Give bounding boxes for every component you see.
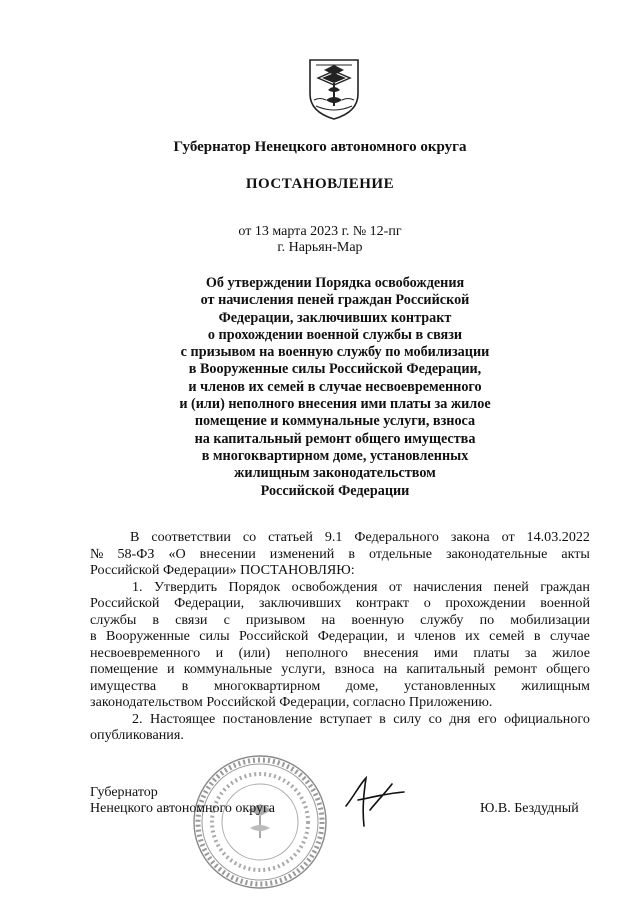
document-title <box>130 275 540 500</box>
word: 1. <box>132 578 143 595</box>
word: заключивших <box>258 595 342 611</box>
word: в <box>379 710 386 727</box>
word: граждан <box>540 578 590 595</box>
word: Федерации, <box>317 628 388 644</box>
word: и <box>397 628 405 644</box>
body-line <box>90 628 590 645</box>
word: от <box>501 529 515 545</box>
word: его <box>477 710 497 727</box>
word: членов <box>414 628 456 644</box>
body-line: Российской Федерации» ПОСТАНОВЛЯЮ: <box>90 562 355 578</box>
body-line: опубликования. <box>90 727 184 743</box>
word: мобилизации <box>510 611 590 628</box>
word: по <box>479 611 495 628</box>
word: начисления <box>413 578 483 595</box>
word: доме, <box>345 677 379 694</box>
word: общего <box>546 661 590 677</box>
word: пеней <box>493 578 529 595</box>
word: платы <box>473 644 510 661</box>
word: жилое <box>552 644 590 661</box>
word: жилищным <box>521 677 590 694</box>
word: в <box>90 628 97 644</box>
body-line <box>90 529 590 546</box>
title-line: в Вооруженные силы Российской Федерации, <box>188 361 482 378</box>
word: Федерального <box>354 529 439 545</box>
word: прохождении <box>445 595 526 611</box>
word: силы <box>199 628 230 644</box>
body-line <box>90 711 590 728</box>
body-line <box>90 678 590 695</box>
word: законодательные <box>445 545 548 562</box>
word: 2. <box>132 710 143 727</box>
word: изменений <box>269 545 335 562</box>
word: закона <box>450 529 490 545</box>
word: Российской <box>90 595 160 611</box>
official-seal-icon <box>190 752 330 892</box>
title-line: на капитальный ремонт общего имущества <box>194 430 476 447</box>
word: 14.03.2022 <box>526 529 590 545</box>
word: 9.1 <box>324 529 343 545</box>
document-body <box>90 529 590 744</box>
body-line <box>90 661 590 678</box>
word: многоквартирном <box>213 677 321 694</box>
body-line <box>90 546 590 563</box>
word: внесении <box>199 545 256 562</box>
word: их <box>465 628 480 644</box>
word: неполного <box>285 644 348 661</box>
word: в <box>181 677 189 694</box>
signatory-name: Ю.В. Бездудный <box>480 801 579 816</box>
word: о <box>423 595 431 611</box>
word: взноса <box>334 661 375 677</box>
word: № <box>90 545 104 562</box>
word: и <box>215 644 224 661</box>
body-line <box>90 645 590 662</box>
word: в <box>348 545 355 562</box>
word: в <box>152 611 160 628</box>
issuing-authority: Губернатор Ненецкого автономного округа <box>173 139 467 155</box>
word: ремонт <box>494 661 538 677</box>
word: контракт <box>355 595 410 611</box>
signatory-position-region: Ненецкого автономного округа <box>90 801 275 816</box>
word: призывом <box>245 611 306 628</box>
signatory-position: Губернатор <box>90 785 158 800</box>
word: силу <box>393 710 422 727</box>
word: услуги, <box>281 661 326 677</box>
word: дня <box>449 710 471 727</box>
word: и <box>167 661 175 677</box>
word: Утвердить <box>153 578 218 595</box>
title-line: и (или) неполного внесения ими платы за жилое <box>179 396 491 413</box>
word: официального <box>504 710 590 727</box>
word: коммунальные <box>183 661 273 677</box>
word: установленных <box>403 677 496 694</box>
word: со <box>428 710 442 727</box>
word: акты <box>561 545 590 562</box>
word: вступает <box>319 710 372 727</box>
coat-of-arms-icon <box>306 56 362 122</box>
title-line: Об утверждении Порядка освобождения <box>205 275 465 291</box>
word: Вооруженные <box>106 628 190 644</box>
word: военной <box>540 595 590 611</box>
title-line: от начисления пеней граждан Российской <box>200 292 470 309</box>
word: службы <box>90 611 137 628</box>
word: ими <box>433 644 458 661</box>
word: Настоящее <box>150 710 216 727</box>
title-line: о прохождении военной службы в связи <box>207 326 463 343</box>
word: за <box>524 644 537 661</box>
word: семей <box>489 628 525 644</box>
word: военную <box>351 611 405 628</box>
word: 58-ФЗ <box>117 545 155 562</box>
body-line <box>90 612 590 629</box>
word: статьей <box>268 529 313 545</box>
word: помещение <box>90 661 158 677</box>
word: от <box>388 578 402 595</box>
word: внесения <box>363 644 419 661</box>
title-line: Российской Федерации <box>260 482 410 499</box>
word: освобождения <box>291 578 378 595</box>
word: службу <box>420 611 464 628</box>
date-and-number: от 13 марта 2023 г. № 12-пг <box>238 224 402 239</box>
word: отдельные <box>368 545 432 562</box>
word: связи <box>175 611 208 628</box>
body-line <box>90 579 590 596</box>
title-line: помещение и коммунальные услуги, взноса <box>194 413 476 430</box>
word: Федерации, <box>174 595 245 611</box>
body-line: законодательством Российской Федерации, согласно Приложению. <box>90 694 493 710</box>
title-line: и членов их семей в случае несвоевременного <box>188 378 482 395</box>
word: В <box>130 529 140 545</box>
word: со <box>242 529 257 545</box>
word: несвоевременного <box>90 644 201 661</box>
word: Российской <box>238 628 309 644</box>
handwritten-signature-icon <box>340 770 410 830</box>
title-line: Федерации, заключивших контракт <box>218 309 452 326</box>
word: на <box>383 661 398 677</box>
city: г. Нарьян-Мар <box>277 240 363 255</box>
word: имущества <box>90 677 157 694</box>
body-line <box>90 595 590 612</box>
title-line: жилищным законодательством <box>234 465 436 482</box>
word: на <box>321 611 336 628</box>
word: Порядок <box>228 578 281 595</box>
word: (или) <box>238 644 271 661</box>
word: «О <box>168 545 186 562</box>
word: случае <box>549 628 590 644</box>
word: с <box>223 611 230 628</box>
title-line: в многоквартирном доме, установленных <box>201 447 469 464</box>
document-type: ПОСТАНОВЛЕНИЕ <box>245 176 395 192</box>
word: постановление <box>222 710 313 727</box>
word: в <box>533 628 541 644</box>
word: капитальный <box>406 661 485 677</box>
title-line: с призывом на военную службу по мобилизации <box>180 344 490 361</box>
word: соответствии <box>151 529 231 545</box>
